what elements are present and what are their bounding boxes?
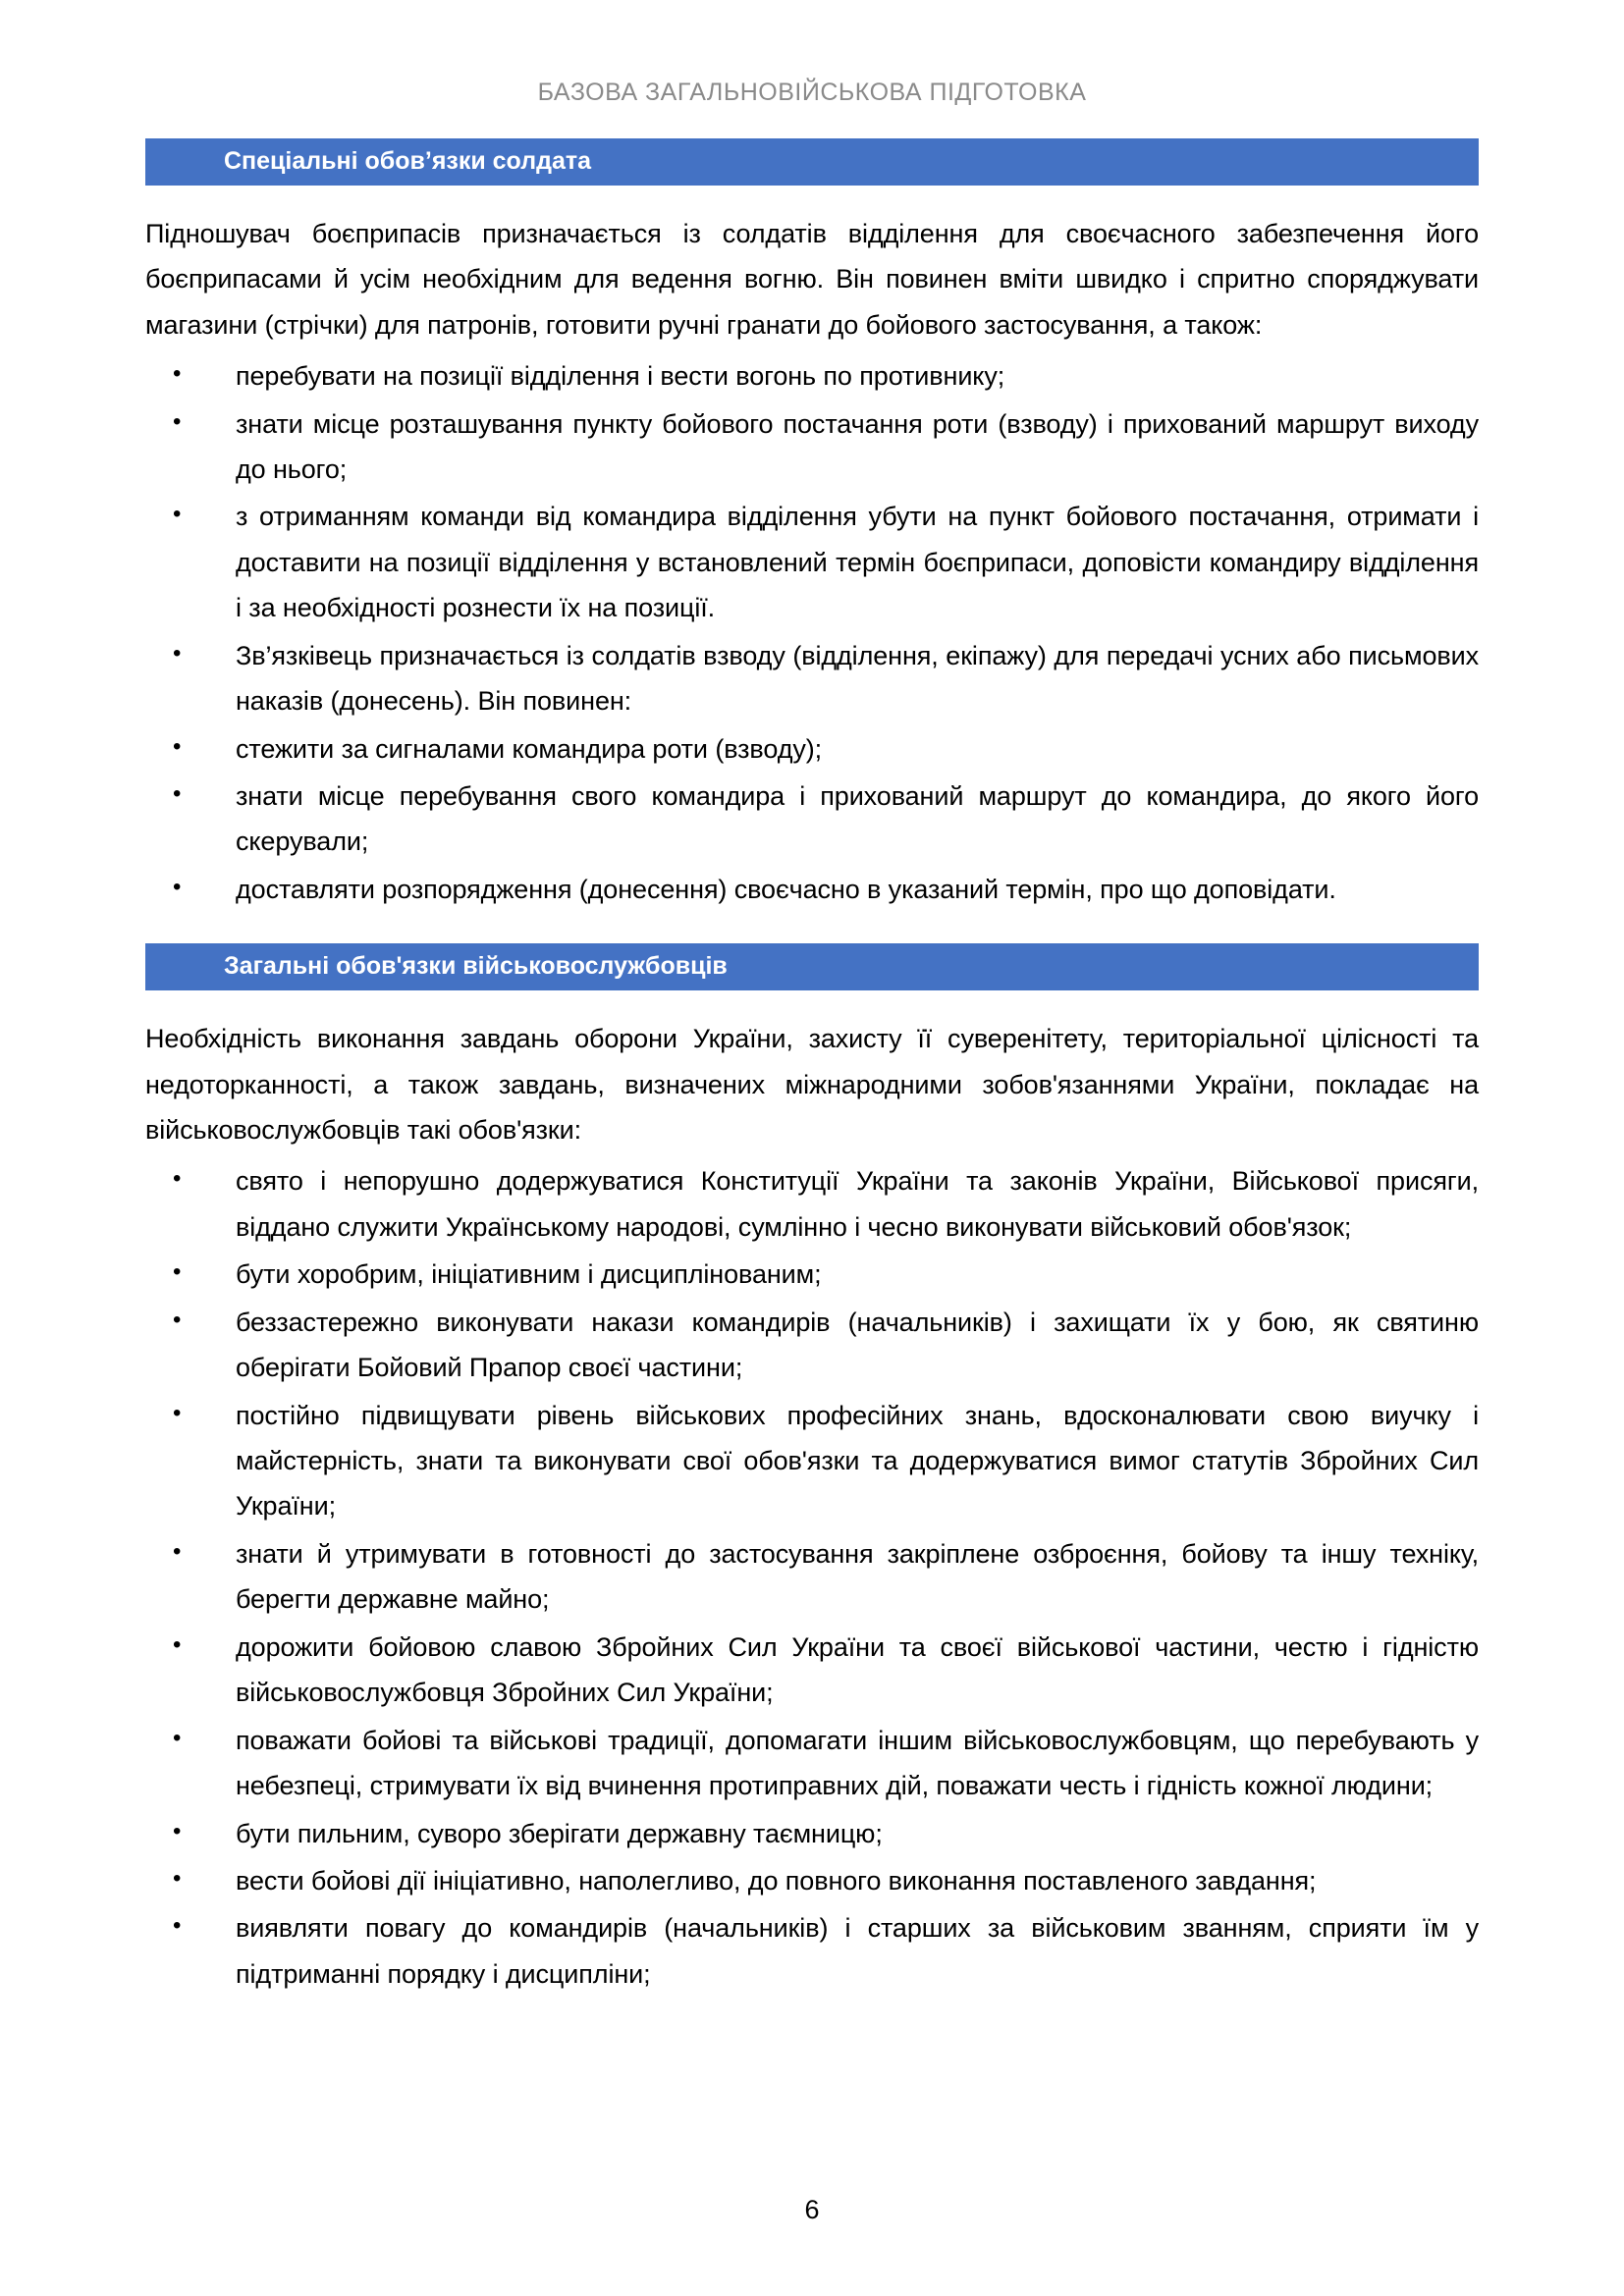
section-banner-special-duties [145,138,1479,186]
running-header: БАЗОВА ЗАГАЛЬНОВІЙСЬКОВА ПІДГОТОВКА [537,79,1087,106]
list-item: • бути пильним, суворо зберігати державну таємницю; [145,1811,1479,1856]
list-item: • постійно підвищувати рівень військових професійних знань, вдосконалювати свою виучку і майстерність, знати та виконувати свої обов'язки та додержуватися вимог статутів Збройних Сил України; [145,1393,1479,1529]
list-item: • беззастережно виконувати накази командирів (начальників) і захищати їх у бою, як святиню оберігати Бойовий Прапор своєї частини; [145,1300,1479,1391]
general-duties-list [145,1158,1479,1997]
list-item: • знати й утримувати в готовності до застосування закріплене озброєння, бойову та іншу техніку, берегти державне майно; [145,1531,1479,1623]
section-intro-paragraph: Необхідність виконання завдань оборони України, захисту її суверенітету, територіальної цілісності та недоторканності, а також завдань, визначених міжнародними зобов'язаннями України, покладає на військовослужбовців такі обов'язки: [145,1024,1479,1145]
page-number: 6 [804,2195,820,2224]
special-duties-list [145,353,1479,912]
list-item: • стежити за сигналами командира роти (взводу); [145,726,1479,772]
page-content [0,138,1624,1997]
list-item: • знати місце перебування свого командира і прихований маршрут до командира, до якого його скерували; [145,774,1479,865]
list-item: • свято і непорушно додержуватися Конституції України та законів України, Військової присяги, віддано служити Українському народові, сумлінно і чесно виконувати військовий обов'язок; [145,1158,1479,1250]
list-item: • дорожити бойовою славою Збройних Сил України та своєї військової частини, честю і гідністю військовослужбовця Збройних Сил України; [145,1625,1479,1716]
list-item: • знати місце розташування пункту бойового постачання роти (взводу) і прихований маршрут виходу до нього; [145,401,1479,493]
section-banner-general-duties [145,943,1479,990]
list-item: • з отриманням команди від командира відділення убути на пункт бойового постачання, отримати і доставити на позиції відділення у встановлений термін боєприпаси, доповісти командиру відділення і за необхідності рознести їх на позиції. [145,494,1479,630]
list-item: • бути хоробрим, ініціативним і дисциплінованим; [145,1252,1479,1297]
list-item: • виявляти повагу до командирів (начальників) і старших за військовим званням, сприяти їм у підтриманні порядку і дисципліни; [145,1905,1479,1997]
list-item: • перебувати на позиції відділення і вести вогонь по противнику; [145,353,1479,399]
section-banner-label: Загальні обов'язки військовослужбовців [224,952,728,981]
list-item: • поважати бойові та військові традиції, допомагати іншим військовослужбовцям, що перебувають у небезпеці, стримувати їх від вчинення протиправних дій, поважати честь і гідність кожної людини; [145,1718,1479,1809]
section-intro-paragraph: Підношувач боєприпасів призначається із солдатів відділення для своєчасного забезпечення його боєприпасами й усім необхідним для ведення вогню. Він повинен вміти швидко і спритно споряджувати магазини (стрічки) для патронів, готовити ручні гранати до бойового застосування, а також: [145,218,1479,340]
section-banner-label: Спеціальні обов’язки солдата [224,147,592,175]
list-item: • вести бойові дії ініціативно, наполегливо, до повного виконання поставленого завдання; [145,1858,1479,1903]
list-item: • Зв’язківець призначається із солдатів взводу (відділення, екіпажу) для передачі усних або письмових наказів (донесень). Він повинен: [145,633,1479,724]
list-item: • доставляти розпорядження (донесення) своєчасно в указаний термін, про що доповідати. [145,867,1479,912]
